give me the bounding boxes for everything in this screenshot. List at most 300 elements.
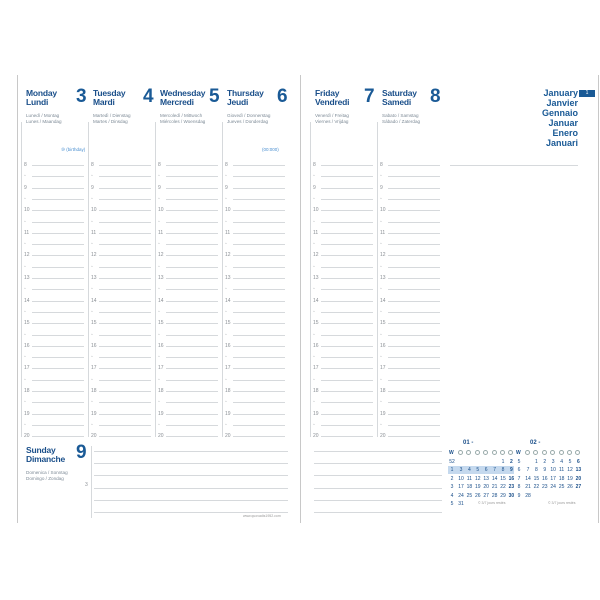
hour-line[interactable] (32, 233, 84, 234)
hour-line[interactable] (166, 391, 218, 392)
hour-line[interactable] (321, 391, 373, 392)
hour-line[interactable] (321, 323, 373, 324)
hour-line[interactable] (32, 346, 84, 347)
calendar-day[interactable]: 20 (483, 484, 489, 491)
day-number: 8 (430, 86, 441, 107)
month-tab[interactable]: 1 (579, 90, 595, 97)
calendar-day[interactable]: 5 (476, 467, 480, 474)
calendar-day[interactable]: 6 (484, 467, 488, 474)
hour-line[interactable] (321, 425, 373, 426)
hour-line[interactable] (99, 380, 151, 381)
hour-line[interactable] (166, 244, 218, 245)
hour-line[interactable] (99, 425, 151, 426)
hour-label: ◦ (158, 354, 160, 361)
hour-line[interactable] (99, 267, 151, 268)
hour-line[interactable] (32, 357, 84, 358)
hour-line[interactable] (32, 222, 84, 223)
hour-line[interactable] (321, 255, 373, 256)
hour-line[interactable] (321, 335, 373, 336)
hour-line[interactable] (166, 255, 218, 256)
hour-line[interactable] (99, 222, 151, 223)
hour-line[interactable] (166, 278, 218, 279)
hour-line[interactable] (99, 278, 151, 279)
calendar-day[interactable]: 28 (491, 492, 498, 499)
hour-line[interactable] (32, 425, 84, 426)
calendar-day[interactable]: 28 (525, 492, 531, 499)
calendar-day[interactable]: 17 (458, 484, 464, 491)
hour-line[interactable] (166, 165, 218, 166)
hour-line[interactable] (32, 335, 84, 336)
day-note: ⑩ (birthday) (61, 147, 86, 152)
hour-line[interactable] (233, 391, 285, 392)
hour-label: 15 (24, 320, 30, 327)
hour-line[interactable] (321, 267, 373, 268)
hour-line[interactable] (321, 301, 373, 302)
hour-label: ◦ (380, 421, 382, 428)
hour-line[interactable] (388, 402, 440, 403)
hour-line[interactable] (388, 199, 440, 200)
hour-line[interactable] (233, 188, 285, 189)
calendar-day[interactable]: 14 (525, 475, 531, 482)
hour-line[interactable] (233, 402, 285, 403)
hour-line[interactable] (166, 357, 218, 358)
hour-label: 20 (24, 433, 30, 440)
hour-line[interactable] (99, 436, 151, 437)
hour-line[interactable] (388, 368, 440, 369)
hour-line[interactable] (32, 289, 84, 290)
calendar-day[interactable]: 1 (535, 459, 538, 465)
hour-line[interactable] (233, 244, 285, 245)
hour-line[interactable] (166, 414, 218, 415)
note-line[interactable] (314, 488, 442, 489)
hour-line[interactable] (388, 323, 440, 324)
hour-line[interactable] (32, 199, 84, 200)
hour-line[interactable] (233, 312, 285, 313)
hour-label: 12 (380, 252, 386, 259)
hour-label: ◦ (380, 354, 382, 361)
calendar-day[interactable]: 2 (510, 459, 513, 465)
calendar-day[interactable]: 7 (493, 467, 496, 474)
hour-line[interactable] (99, 255, 151, 256)
hour-line[interactable] (32, 267, 84, 268)
day-name-en: Thursday (227, 88, 264, 98)
calendar-day[interactable]: 12 (567, 467, 573, 474)
week-number: 5 (450, 501, 454, 507)
hour-label: 14 (158, 297, 164, 304)
hour-label: ◦ (225, 308, 227, 315)
hour-label: ◦ (225, 173, 227, 180)
hour-label: 12 (91, 252, 97, 259)
hour-line[interactable] (32, 436, 84, 437)
day-name-translation: Giovedì / Donnerstag (227, 113, 271, 118)
hour-label: ◦ (313, 376, 315, 383)
calendar-day[interactable]: 10 (458, 475, 464, 482)
hour-line[interactable] (233, 267, 285, 268)
hour-line[interactable] (321, 210, 373, 211)
hour-label: 19 (24, 410, 30, 417)
weekday-circle-icon (525, 450, 530, 455)
hour-line[interactable] (166, 380, 218, 381)
notes-line[interactable] (450, 165, 578, 166)
hour-line[interactable] (233, 278, 285, 279)
calendar-day[interactable]: 18 (466, 484, 473, 491)
hour-line[interactable] (166, 425, 218, 426)
hour-line[interactable] (388, 335, 440, 336)
hour-line[interactable] (99, 346, 151, 347)
mini-calendar-title: 01 - (463, 440, 474, 446)
calendar-day[interactable]: 4 (468, 467, 471, 474)
hour-line[interactable] (321, 436, 373, 437)
calendar-day[interactable]: 24 (550, 484, 556, 491)
note-line[interactable] (314, 463, 442, 464)
sunday-line[interactable] (94, 451, 288, 452)
hour-label: 14 (380, 297, 386, 304)
hour-line[interactable] (166, 289, 218, 290)
hour-line[interactable] (388, 233, 440, 234)
calendar-day[interactable]: 25 (558, 484, 565, 491)
hour-line[interactable] (388, 436, 440, 437)
hour-line[interactable] (233, 199, 285, 200)
hour-line[interactable] (166, 368, 218, 369)
hour-line[interactable] (388, 244, 440, 245)
calendar-day[interactable]: 20 (575, 475, 582, 482)
sunday-line[interactable] (94, 512, 288, 513)
hour-line[interactable] (99, 414, 151, 415)
calendar-day[interactable]: 27 (575, 484, 582, 491)
hour-label: ◦ (225, 421, 227, 428)
hour-line[interactable] (99, 402, 151, 403)
hour-line[interactable] (99, 188, 151, 189)
hour-line[interactable] (233, 436, 285, 437)
hour-line[interactable] (233, 289, 285, 290)
calendar-day[interactable]: 23 (508, 484, 515, 491)
hour-line[interactable] (166, 210, 218, 211)
note-line[interactable] (314, 475, 442, 476)
hour-line[interactable] (321, 278, 373, 279)
calendar-day[interactable]: 30 (508, 492, 515, 499)
hour-line[interactable] (166, 312, 218, 313)
hour-label: 19 (225, 410, 231, 417)
hour-line[interactable] (99, 199, 151, 200)
calendar-day[interactable]: 22 (500, 484, 506, 491)
hour-label: 10 (380, 207, 386, 214)
hour-line[interactable] (32, 391, 84, 392)
calendar-day[interactable]: 8 (535, 467, 538, 474)
hour-label: 18 (380, 388, 386, 394)
day-number: 5 (209, 86, 220, 107)
calendar-day[interactable]: 23 (542, 484, 548, 491)
month-name: Enero (552, 128, 578, 138)
sunday-name-en: Sunday (26, 445, 56, 455)
calendar-day[interactable]: 26 (475, 492, 481, 499)
sunday-line[interactable] (94, 463, 288, 464)
calendar-day[interactable]: 18 (558, 475, 565, 482)
hour-line[interactable] (321, 346, 373, 347)
hour-line[interactable] (321, 368, 373, 369)
hour-line[interactable] (388, 210, 440, 211)
hour-line[interactable] (388, 414, 440, 415)
calendar-day[interactable]: 8 (501, 467, 505, 474)
hour-line[interactable] (233, 357, 285, 358)
week-number: 4 (450, 492, 454, 499)
hour-line[interactable] (233, 165, 285, 166)
sunday-number: 9 (76, 442, 87, 463)
hour-label: 9 (24, 184, 27, 191)
hour-label: 16 (158, 342, 164, 349)
note-line[interactable] (314, 512, 442, 513)
hour-line[interactable] (388, 289, 440, 290)
calendar-day[interactable]: 11 (466, 475, 472, 482)
calendar-day[interactable]: 3 (551, 459, 555, 465)
hour-line[interactable] (388, 165, 440, 166)
hour-label: 8 (380, 162, 383, 168)
hour-label: 15 (380, 320, 386, 327)
calendar-day[interactable]: 26 (567, 484, 573, 491)
hour-line[interactable] (166, 199, 218, 200)
hour-label: ◦ (91, 218, 93, 225)
week-number: 1 (450, 467, 454, 474)
hour-line[interactable] (388, 176, 440, 177)
hour-line[interactable] (233, 368, 285, 369)
hour-line[interactable] (321, 244, 373, 245)
hour-line[interactable] (99, 176, 151, 177)
hour-line[interactable] (166, 188, 218, 189)
hour-label: ◦ (91, 286, 93, 293)
hour-line[interactable] (166, 346, 218, 347)
hour-label: ◦ (158, 399, 160, 406)
hour-line[interactable] (32, 278, 84, 279)
hour-line[interactable] (32, 255, 84, 256)
hour-label: 10 (225, 207, 231, 214)
hour-line[interactable] (321, 222, 373, 223)
hour-line[interactable] (32, 301, 84, 302)
sunday-translation: Domingo / Zondag (26, 476, 64, 481)
hour-line[interactable] (321, 357, 373, 358)
hour-line[interactable] (388, 267, 440, 268)
note-line[interactable] (314, 500, 442, 501)
mini-calendar-week-header: W (516, 450, 521, 456)
hour-line[interactable] (321, 289, 373, 290)
calendar-day[interactable]: 10 (550, 467, 556, 474)
hour-line[interactable] (388, 357, 440, 358)
hour-label: 8 (158, 162, 161, 168)
calendar-day[interactable]: 21 (525, 484, 531, 491)
hour-label: 18 (158, 388, 164, 394)
hour-label: 11 (313, 229, 319, 236)
hour-line[interactable] (233, 335, 285, 336)
hour-line[interactable] (166, 436, 218, 437)
hour-line[interactable] (321, 402, 373, 403)
hour-line[interactable] (166, 301, 218, 302)
hour-line[interactable] (32, 312, 84, 313)
hour-line[interactable] (99, 301, 151, 302)
calendar-day[interactable]: 6 (577, 459, 580, 465)
hour-label: ◦ (158, 376, 160, 383)
calendar-note: © 3/7 jours restés (478, 501, 506, 505)
calendar-day[interactable]: 19 (567, 475, 573, 482)
hour-line[interactable] (388, 346, 440, 347)
weekday-circle-icon (550, 450, 555, 455)
hour-line[interactable] (388, 380, 440, 381)
hour-label: 15 (313, 320, 319, 327)
hour-line[interactable] (32, 368, 84, 369)
hour-line[interactable] (32, 188, 84, 189)
hour-label: ◦ (225, 263, 227, 270)
hour-line[interactable] (233, 176, 285, 177)
calendar-day[interactable]: 2 (543, 459, 547, 465)
hour-line[interactable] (388, 188, 440, 189)
hour-line[interactable] (321, 176, 373, 177)
week-number: 52 (449, 459, 455, 465)
calendar-day[interactable]: 1 (501, 459, 505, 465)
hour-line[interactable] (166, 402, 218, 403)
hour-line[interactable] (321, 380, 373, 381)
hour-label: ◦ (225, 399, 227, 406)
calendar-day[interactable]: 7 (526, 467, 530, 474)
hour-label: ◦ (225, 286, 227, 293)
calendar-day[interactable]: 9 (543, 467, 547, 474)
calendar-day[interactable]: 17 (550, 475, 556, 482)
hour-label: ◦ (91, 195, 93, 202)
hour-line[interactable] (99, 335, 151, 336)
hour-line[interactable] (99, 391, 151, 392)
hour-line[interactable] (32, 323, 84, 324)
calendar-day[interactable]: 9 (510, 467, 513, 474)
hour-line[interactable] (388, 312, 440, 313)
hour-line[interactable] (233, 301, 285, 302)
weekday-circle-icon (567, 450, 572, 455)
hour-line[interactable] (32, 210, 84, 211)
hour-line[interactable] (321, 414, 373, 415)
calendar-day[interactable]: 24 (458, 492, 464, 499)
note-line[interactable] (314, 451, 442, 452)
hour-label: 19 (313, 410, 319, 417)
hour-line[interactable] (166, 222, 218, 223)
hour-line[interactable] (32, 380, 84, 381)
hour-line[interactable] (166, 323, 218, 324)
calendar-day[interactable]: 4 (560, 459, 563, 465)
calendar-day[interactable]: 31 (458, 501, 464, 507)
calendar-day[interactable]: 15 (533, 475, 540, 482)
hour-line[interactable] (321, 233, 373, 234)
hour-line[interactable] (99, 368, 151, 369)
hour-line[interactable] (233, 233, 285, 234)
hour-label: ◦ (313, 173, 315, 180)
hour-line[interactable] (99, 357, 151, 358)
hour-line[interactable] (99, 323, 151, 324)
day-name-translation: Sábado / Zaterdag (382, 119, 421, 124)
calendar-day[interactable]: 21 (491, 484, 498, 491)
hour-line[interactable] (32, 165, 84, 166)
hour-line[interactable] (388, 278, 440, 279)
hour-line[interactable] (32, 402, 84, 403)
hour-line[interactable] (99, 210, 151, 211)
hour-line[interactable] (388, 222, 440, 223)
calendar-day[interactable]: 19 (475, 484, 481, 491)
hour-line[interactable] (99, 165, 151, 166)
calendar-day[interactable]: 22 (533, 484, 540, 491)
hour-line[interactable] (166, 176, 218, 177)
hour-line[interactable] (233, 414, 285, 415)
mini-calendar-title: 02 - (530, 440, 541, 446)
mini-calendar-week-header: W (449, 450, 454, 456)
day-number: 6 (277, 86, 288, 107)
hour-line[interactable] (233, 255, 285, 256)
hour-line[interactable] (233, 346, 285, 347)
hour-line[interactable] (233, 222, 285, 223)
hour-label: 11 (24, 229, 30, 236)
hour-label: ◦ (24, 241, 26, 248)
hour-label: 16 (24, 342, 30, 349)
sunday-line[interactable] (94, 500, 288, 501)
hour-line[interactable] (32, 176, 84, 177)
hour-line[interactable] (233, 210, 285, 211)
hour-line[interactable] (233, 380, 285, 381)
hour-line[interactable] (166, 335, 218, 336)
week-number: 9 (517, 492, 521, 499)
sunday-line[interactable] (94, 475, 288, 476)
calendar-day[interactable]: 3 (459, 467, 463, 474)
hour-label: 17 (91, 365, 97, 372)
hour-label: 10 (313, 207, 319, 214)
calendar-day[interactable]: 14 (491, 475, 498, 482)
calendar-day[interactable]: 27 (483, 492, 489, 499)
hour-line[interactable] (233, 425, 285, 426)
column-divider (21, 122, 22, 437)
hour-label: ◦ (313, 218, 315, 225)
hour-label: 17 (225, 365, 231, 372)
hour-line[interactable] (166, 267, 218, 268)
hour-line[interactable] (321, 188, 373, 189)
hour-line[interactable] (321, 199, 373, 200)
calendar-day[interactable]: 13 (575, 467, 582, 474)
hour-label: 8 (313, 162, 316, 168)
hour-line[interactable] (321, 165, 373, 166)
calendar-day[interactable]: 12 (475, 475, 481, 482)
hour-line[interactable] (99, 289, 151, 290)
hour-line[interactable] (233, 323, 285, 324)
hour-label: ◦ (225, 376, 227, 383)
hour-line[interactable] (32, 414, 84, 415)
hour-label: ◦ (91, 421, 93, 428)
hour-line[interactable] (32, 244, 84, 245)
hour-line[interactable] (388, 391, 440, 392)
calendar-day[interactable]: 25 (466, 492, 473, 499)
calendar-day[interactable]: 11 (558, 467, 565, 474)
hour-line[interactable] (99, 244, 151, 245)
hour-label: 8 (225, 162, 228, 168)
hour-line[interactable] (166, 233, 218, 234)
hour-line[interactable] (321, 312, 373, 313)
hour-label: 20 (380, 433, 386, 440)
calendar-day[interactable]: 5 (568, 459, 572, 465)
hour-line[interactable] (388, 301, 440, 302)
hour-label: 9 (225, 184, 228, 191)
calendar-day[interactable]: 29 (500, 492, 506, 499)
calendar-day[interactable]: 16 (542, 475, 548, 482)
sunday-line[interactable] (94, 488, 288, 489)
weekday-circle-icon (575, 450, 580, 455)
hour-line[interactable] (99, 233, 151, 234)
hour-label: 16 (380, 342, 386, 349)
calendar-day[interactable]: 15 (500, 475, 506, 482)
hour-line[interactable] (388, 425, 440, 426)
calendar-day[interactable]: 16 (508, 475, 515, 482)
calendar-day[interactable]: 13 (483, 475, 489, 482)
hour-line[interactable] (99, 312, 151, 313)
page-gutter (300, 75, 301, 523)
hour-line[interactable] (388, 255, 440, 256)
